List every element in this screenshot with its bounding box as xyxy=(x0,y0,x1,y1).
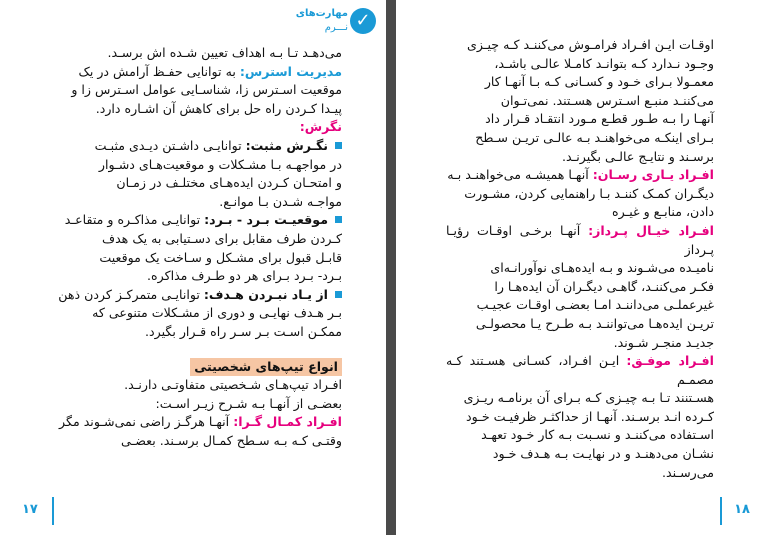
text-line xyxy=(42,81,342,100)
section-title-line xyxy=(42,342,342,377)
text-line xyxy=(42,395,342,414)
section-title xyxy=(190,358,342,377)
text-span: بـرد- بـرد بـرای هر دو طـرف مذاکره. xyxy=(147,268,342,284)
text-line xyxy=(446,445,714,464)
text-span: افـراد تیپ‌هـای شـخصیتی متفاوتـی دارنـد. xyxy=(124,377,342,393)
text-span: آنهـا را بـه طـور قطـع مـورد انتقـاد قـرار داد xyxy=(485,111,714,127)
text-span: به توانایی حفـظ آرامش در یک xyxy=(78,63,240,79)
text-line xyxy=(446,222,714,259)
text-line xyxy=(42,44,342,63)
text-span: بعضـی از آنهـا بـه شـرح زیـر اسـت: xyxy=(155,395,342,411)
text-line xyxy=(446,73,714,92)
text-span: می‌رسـند. xyxy=(662,464,714,480)
text-span: بـر هـدف نهایـی و دوری از مشـکلات متنوعی که xyxy=(92,305,342,321)
logo-title: مهارت‌های xyxy=(295,8,348,19)
text-span: ممکـن اسـت بـر سـر راه قـرار بگیرد. xyxy=(145,323,342,339)
text-span: کـردن طرف مقابل برای دسـتیابی به یک هدف xyxy=(102,230,342,246)
text-line xyxy=(42,413,342,432)
text-span: توانایـی متمرکـز کردن ذهن xyxy=(58,286,204,302)
text-line xyxy=(446,110,714,129)
text-span: غیرعملـی می‌داننـد امـا بعضـی اوقـات عجیـب xyxy=(476,297,714,313)
text-line xyxy=(446,36,714,55)
page-number-rule xyxy=(52,497,54,525)
highlighted-term: افـراد خیـال پـرداز: xyxy=(588,222,714,238)
text-span: نامیـده می‌شـوند و بـه ایده‌هـای نوآورانـه‌ای xyxy=(490,260,714,276)
text-line xyxy=(42,249,342,268)
right-page-body xyxy=(446,36,714,482)
text-line xyxy=(446,129,714,148)
text-span: توانایـی مذاکـره و متقاعـد xyxy=(64,212,205,228)
text-line xyxy=(42,286,342,305)
text-line xyxy=(42,211,342,230)
text-span: دیگـران کمـک کننـد بـا راهنمایی کردن، مشـورت xyxy=(464,185,714,201)
highlighted-term: نگـرش مثبت: xyxy=(245,137,328,153)
text-line xyxy=(446,426,714,445)
text-line xyxy=(446,55,714,74)
text-line xyxy=(446,92,714,111)
text-line xyxy=(42,323,342,342)
soft-skills-logo xyxy=(295,2,376,42)
page-number-right: ۱۸ xyxy=(734,502,750,517)
text-line xyxy=(42,156,342,175)
bullet-square-icon xyxy=(335,291,342,298)
text-line xyxy=(42,118,342,137)
text-span: می‌کننـد منبـع اسـترس هسـتند. نمی‌تـوان xyxy=(500,92,714,108)
text-line xyxy=(42,137,342,156)
text-span: موقعیت اسـترس زا، شناسـایی عوامل اسـترس زا و xyxy=(71,82,342,98)
highlighted-term: افـراد موفـق: xyxy=(626,353,714,369)
text-span: برسـند و نتایـج عالـی بگیرنـد. xyxy=(561,148,714,164)
text-line xyxy=(446,464,714,483)
text-span: آنهـا همیشـه می‌خواهنـد بـه xyxy=(447,167,593,183)
text-line xyxy=(446,148,714,167)
page-number-rule xyxy=(720,497,722,525)
text-span: ایـن افـراد، کسـانی هسـتند کـه مصمـم xyxy=(446,353,714,387)
text-span: می‌دهـد تـا بـه اهداف تعیین شـده اش برسـد. xyxy=(107,45,342,60)
text-line xyxy=(42,63,342,82)
text-line xyxy=(446,278,714,297)
text-span: وقتـی کـه بـه سـطح کمـال برسـند. بعضـی xyxy=(121,432,342,448)
text-span: معمـولا بـرای خـود و کسـانی کـه بـا آنهـا کار xyxy=(484,74,714,90)
left-page-body xyxy=(42,44,342,450)
book-gutter xyxy=(386,0,396,535)
text-span: وجـود نـدارد کـه بتوانـد کامـلا عالـی باشـد، xyxy=(494,55,714,71)
bullet-square-icon xyxy=(335,142,342,149)
text-span: پیـدا کـردن راه حل برای کاهش آن اشـاره دارد. xyxy=(95,100,342,116)
text-line xyxy=(42,100,342,119)
text-line xyxy=(42,432,342,451)
text-line xyxy=(42,304,342,323)
text-line xyxy=(42,376,342,395)
text-span: انواع تیپ‌های شخصیتی xyxy=(194,358,338,374)
text-line xyxy=(446,389,714,408)
right-page xyxy=(396,0,768,535)
text-span: تریـن ایده‌هـا می‌تواننـد بـه طـرح یـا محصولـی xyxy=(475,315,714,331)
text-line xyxy=(446,185,714,204)
text-span: و امتحـان کـردن ایده‌هـای مختلـف در زمـان xyxy=(116,175,342,191)
checkmark-icon: ✓ xyxy=(350,8,376,34)
text-span: هسـتنند تـا بـه چیـزی کـه بـرای آن برنامـه ریـزی xyxy=(463,390,714,406)
text-span: نشـان می‌دهنـد و در نهایـت بـه هـدف خـود xyxy=(492,446,714,462)
highlighted-term: موقعیـت بـرد - بـرد: xyxy=(204,212,328,228)
text-span: در مواجهـه بـا مشـکلات و موقعیت‌هـای دشـوار xyxy=(98,156,342,172)
text-line xyxy=(446,166,714,185)
text-span: دادن، منابـع و غیـره xyxy=(611,204,714,220)
bullet-square-icon xyxy=(335,216,342,223)
text-span: آنهـا برخـی اوقـات رؤیـا پـرداز xyxy=(446,222,714,257)
text-line xyxy=(42,193,342,212)
highlighted-term: مدیریت استرس: xyxy=(239,63,342,79)
text-line xyxy=(446,259,714,278)
text-span: اوقـات ایـن افـراد فرامـوش می‌کننـد کـه چیـزی xyxy=(467,37,714,52)
text-line xyxy=(446,203,714,222)
highlighted-term: افـراد یـاری رسـان: xyxy=(592,167,714,183)
highlighted-term: افـراد کمـال گـرا: xyxy=(233,414,342,430)
text-line xyxy=(42,174,342,193)
text-span: مواجـه شـدن بـا موانـع. xyxy=(219,193,342,209)
logo-subtitle: نـــرم xyxy=(324,22,348,33)
text-line xyxy=(42,230,342,249)
text-span: آنهـا هرگـز راضی نمی‌شـوند مگر xyxy=(59,414,234,430)
text-line xyxy=(446,296,714,315)
text-line xyxy=(446,408,714,427)
text-line xyxy=(446,352,714,389)
text-span: قابـل قبول برای مشـکل و سـاخت یک موقعیت xyxy=(99,249,342,265)
text-line xyxy=(446,334,714,353)
text-span: بـرای اینکـه می‌خواهنـد بـه عالـی تریـن سـطح xyxy=(475,129,714,145)
page-number-left: ۱۷ xyxy=(22,502,38,517)
text-span: فکـر می‌کننـد، گاهـی دیگـران آن ایده‌هـا را xyxy=(494,278,714,294)
highlighted-term: نگرش: xyxy=(299,119,342,135)
highlighted-term: از یـاد نبـردن هـدف: xyxy=(203,286,328,302)
text-span: کـرده انـد برسـند. آنهـا از حداکثـر ظرفیـت خـود xyxy=(466,408,714,424)
text-span: جدیـد منجـر شـوند. xyxy=(613,334,714,350)
text-span: توانایـی داشـتن دیـدی مثبـت xyxy=(94,137,246,153)
text-line xyxy=(42,267,342,286)
text-line xyxy=(446,315,714,334)
text-span: اسـتفاده می‌کننـد و نسـبت بـه کار خـود تعهـد xyxy=(481,427,714,443)
